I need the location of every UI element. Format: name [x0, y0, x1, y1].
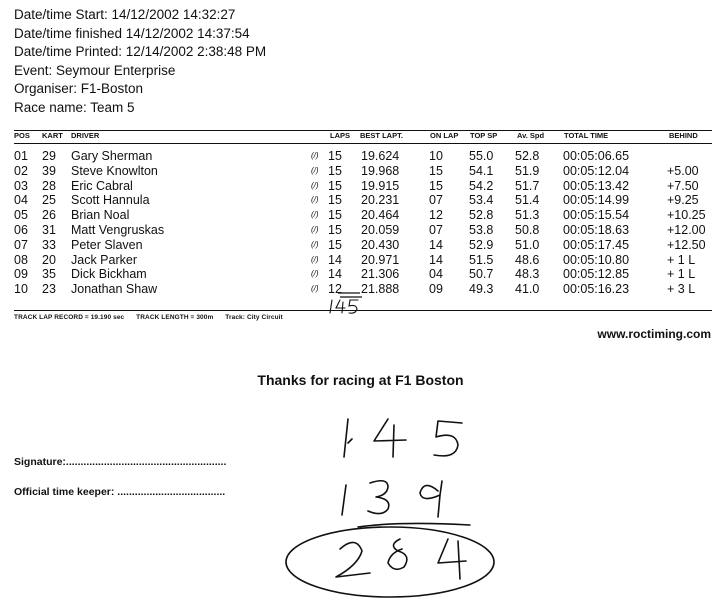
- row-best-lap: 20.464: [361, 208, 400, 223]
- row-kart: 20: [42, 252, 56, 267]
- row-pos: 01: [14, 149, 28, 163]
- row-best-lap: 20.430: [361, 237, 400, 252]
- row-check-mark: (/): [311, 195, 319, 205]
- row-total-time: 00:05:14.99: [563, 193, 630, 208]
- row-pos: 09: [14, 267, 28, 282]
- row-avg-speed: 51.9: [515, 163, 540, 178]
- row-kart: 33: [42, 237, 56, 252]
- row-on-lap: 14: [429, 252, 443, 267]
- row-behind: +10.25: [667, 208, 706, 223]
- row-top-speed: 49.3: [469, 282, 494, 297]
- thanks-message: Thanks for racing at F1 Boston: [257, 372, 464, 388]
- row-kart: 25: [42, 193, 56, 208]
- row-behind: +5.00: [667, 163, 699, 178]
- row-best-lap: 19.624: [361, 149, 400, 163]
- row-pos: 04: [14, 193, 28, 208]
- row-driver: Gary Sherman: [71, 149, 153, 163]
- row-on-lap: 07: [429, 193, 443, 208]
- row-driver: Brian Noal: [71, 208, 130, 223]
- row-on-lap: 07: [429, 222, 443, 237]
- row-top-speed: 50.7: [469, 267, 494, 282]
- row-kart: 35: [42, 267, 56, 282]
- row-kart: 28: [42, 178, 56, 193]
- row-driver: Jack Parker: [71, 252, 137, 267]
- row-best-lap: 19.915: [361, 178, 400, 193]
- row-kart: 31: [42, 222, 56, 237]
- row-best-lap: 21.888: [361, 282, 400, 297]
- row-total-time: 00:05:13.42: [563, 178, 630, 193]
- row-check-mark: (/): [311, 239, 319, 249]
- row-driver: Eric Cabral: [71, 178, 133, 193]
- row-behind: +7.50: [667, 178, 699, 193]
- col-total-time: TOTAL TIME: [564, 131, 609, 140]
- col-behind: BEHIND: [669, 131, 698, 140]
- table-row: [14, 282, 712, 297]
- col-laps: LAPS: [330, 131, 351, 140]
- row-laps: 15: [328, 193, 342, 208]
- row-total-time: 00:05:12.04: [563, 163, 630, 178]
- row-top-speed: 55.0: [469, 149, 494, 163]
- table-row: [14, 267, 712, 282]
- row-best-lap: 21.306: [361, 267, 400, 282]
- col-driver: DRIVER: [71, 131, 100, 140]
- row-top-speed: 52.9: [469, 237, 494, 252]
- col-best-lap: BEST LAPT.: [360, 131, 403, 140]
- handwritten-sum: [270, 405, 510, 600]
- row-laps: 15: [328, 208, 342, 223]
- row-on-lap: 15: [429, 163, 443, 178]
- row-check-mark: (/): [311, 224, 319, 234]
- race-name: Race name: Team 5: [14, 99, 135, 115]
- row-top-speed: 54.1: [469, 163, 494, 178]
- table-row: [14, 193, 712, 208]
- track-length: TRACK LENGTH = 300m: [136, 314, 214, 321]
- row-driver: Steve Knowlton: [71, 163, 158, 178]
- table-row: [14, 179, 712, 194]
- row-total-time: 00:05:06.65: [563, 149, 630, 163]
- row-avg-speed: 51.3: [515, 208, 540, 223]
- handwritten-145: [344, 419, 462, 457]
- row-driver: Jonathan Shaw: [71, 282, 158, 297]
- row-on-lap: 15: [429, 178, 443, 193]
- row-avg-speed: 51.4: [515, 193, 540, 208]
- row-on-lap: 10: [429, 149, 443, 163]
- table-row: [14, 164, 712, 179]
- row-check-mark: (/): [311, 210, 319, 220]
- row-best-lap: 20.231: [361, 193, 400, 208]
- row-avg-speed: 48.6: [515, 252, 540, 267]
- row-check-mark: (/): [311, 284, 319, 294]
- row-on-lap: 04: [429, 267, 443, 282]
- row-check-mark: (/): [311, 180, 319, 190]
- website-url: www.roctiming.com: [597, 327, 711, 341]
- table-row: [14, 149, 712, 164]
- results-table: [14, 130, 712, 297]
- table-row: [14, 253, 712, 268]
- row-behind: + 1 L: [667, 252, 696, 267]
- row-behind: +9.25: [667, 193, 699, 208]
- row-behind: +12.50: [667, 237, 706, 252]
- col-avg-speed: Av. Spd: [517, 131, 545, 140]
- start-time: Date/time Start: 14/12/2002 14:32:27: [14, 7, 236, 22]
- row-behind: + 1 L: [667, 267, 696, 282]
- handwritten-284: [336, 539, 466, 579]
- row-total-time: 00:05:18.63: [563, 222, 630, 237]
- row-check-mark: (/): [311, 254, 319, 264]
- track-name: Track: City Circuit: [225, 314, 283, 321]
- row-on-lap: 12: [429, 208, 443, 223]
- row-pos: 08: [14, 252, 28, 267]
- track-info-bar: [14, 310, 712, 321]
- organiser: Organiser: F1-Boston: [14, 81, 144, 97]
- row-top-speed: 52.8: [469, 208, 494, 223]
- row-driver: Peter Slaven: [71, 237, 143, 252]
- col-kart: KART: [42, 131, 63, 140]
- row-behind: +12.00: [667, 222, 706, 237]
- row-avg-speed: 48.3: [515, 267, 540, 282]
- col-on-lap: ON LAP: [430, 131, 459, 140]
- row-total-time: 00:05:16.23: [563, 282, 630, 297]
- track-lap-record: TRACK LAP RECORD = 19.190 sec: [14, 314, 125, 321]
- row-avg-speed: 51.0: [515, 237, 540, 252]
- row-avg-speed: 51.7: [515, 178, 540, 193]
- row-top-speed: 54.2: [469, 178, 494, 193]
- row-laps: 14: [328, 267, 342, 282]
- row-total-time: 00:05:12.85: [563, 267, 630, 282]
- row-laps: 14: [328, 252, 342, 267]
- row-total-time: 00:05:15.54: [563, 208, 630, 223]
- track-info: [14, 311, 712, 321]
- race-header: [14, 6, 266, 118]
- row-pos: 05: [14, 208, 28, 223]
- table-row: [14, 238, 712, 253]
- row-pos: 07: [14, 237, 28, 252]
- row-pos: 10: [14, 282, 28, 297]
- finish-time: Date/time finished 14/12/2002 14:37:54: [14, 25, 250, 41]
- row-total-time: 00:05:10.80: [563, 252, 630, 267]
- row-driver: Matt Vengruskas: [71, 222, 165, 237]
- row-top-speed: 51.5: [469, 252, 494, 267]
- row-avg-speed: 52.8: [515, 149, 540, 163]
- col-top-speed: TOP SP: [470, 131, 498, 140]
- print-time: Date/time Printed: 12/14/2002 2:38:48 PM: [14, 44, 267, 60]
- row-kart: 26: [42, 208, 56, 223]
- event-name: Event: Seymour Enterprise: [14, 62, 176, 78]
- row-driver: Dick Bickham: [71, 267, 147, 282]
- row-avg-speed: 41.0: [515, 282, 540, 297]
- row-pos: 02: [14, 163, 28, 178]
- row-laps: 15: [328, 237, 342, 252]
- table-row: [14, 223, 712, 238]
- row-laps: 12: [328, 282, 342, 297]
- row-check-mark: (/): [311, 165, 319, 175]
- result-rows: [14, 144, 712, 297]
- row-avg-speed: 50.8: [515, 222, 540, 237]
- sum-line: [358, 523, 470, 527]
- row-kart: 23: [42, 282, 56, 297]
- row-laps: 15: [328, 163, 342, 178]
- row-check-mark: (/): [311, 269, 319, 279]
- row-kart: 39: [42, 163, 56, 178]
- row-behind: + 3 L: [667, 282, 696, 297]
- row-kart: 29: [42, 149, 56, 163]
- column-headers: [14, 131, 712, 143]
- col-pos: POS: [14, 131, 30, 140]
- row-on-lap: 09: [429, 282, 443, 297]
- table-row: [14, 208, 712, 223]
- timekeeper-line: Official time keeper: .....................................: [14, 486, 226, 498]
- row-check-mark: (/): [311, 151, 319, 160]
- row-on-lap: 14: [429, 237, 443, 252]
- row-laps: 15: [328, 149, 342, 163]
- signature-line: Signature:.......................................................: [14, 456, 227, 468]
- row-pos: 03: [14, 178, 28, 193]
- row-laps: 15: [328, 178, 342, 193]
- row-best-lap: 20.059: [361, 222, 400, 237]
- row-total-time: 00:05:17.45: [563, 237, 630, 252]
- row-top-speed: 53.8: [469, 222, 494, 237]
- row-best-lap: 20.971: [361, 252, 400, 267]
- row-best-lap: 19.968: [361, 163, 400, 178]
- handwritten-139: [342, 481, 442, 517]
- row-driver: Scott Hannula: [71, 193, 150, 208]
- row-laps: 15: [328, 222, 342, 237]
- row-pos: 06: [14, 222, 28, 237]
- row-top-speed: 53.4: [469, 193, 494, 208]
